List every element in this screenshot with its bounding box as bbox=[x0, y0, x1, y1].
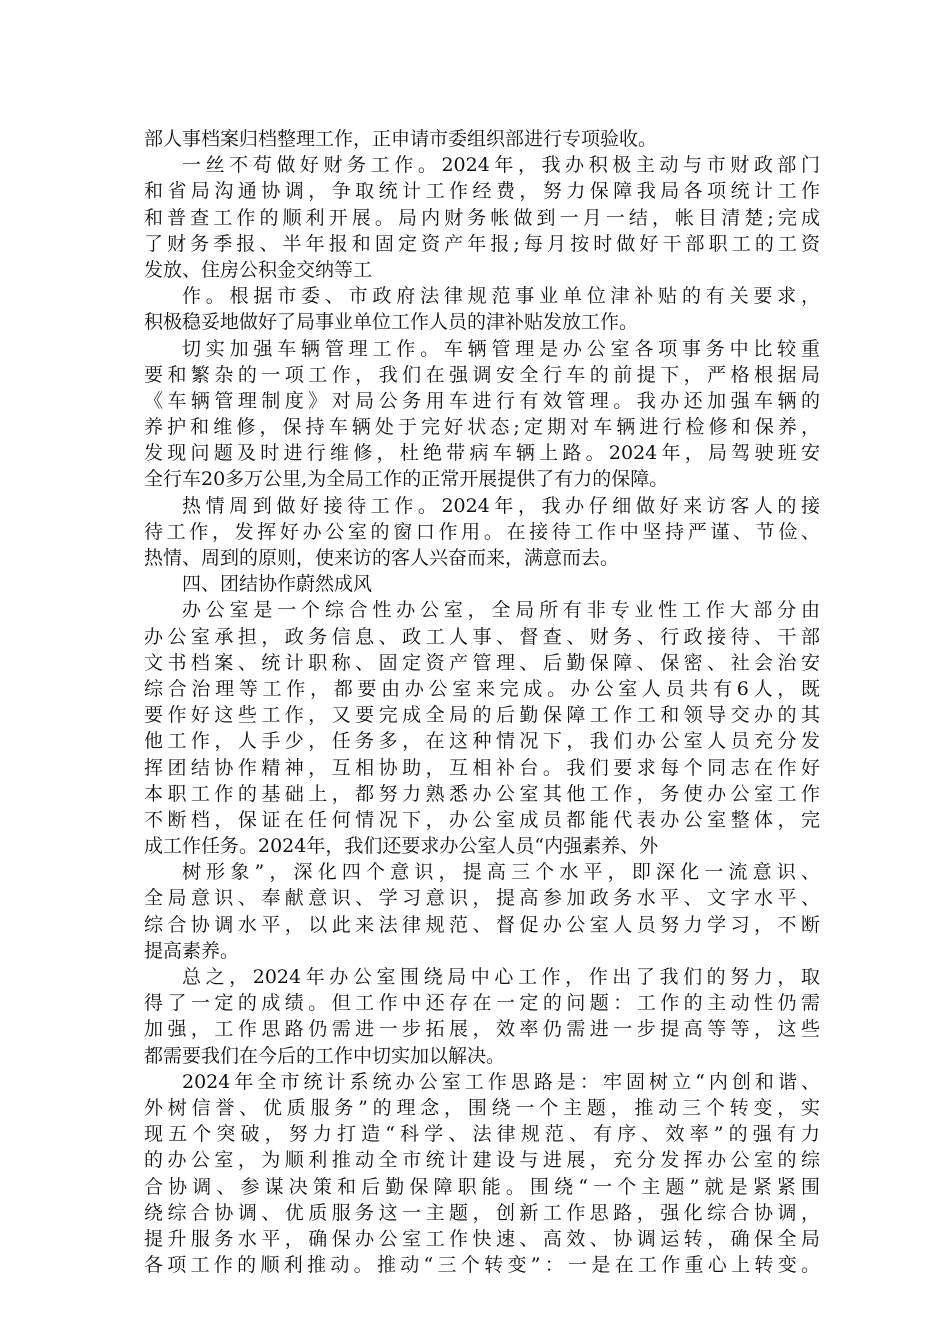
text-line: 要作好这些工作，又要完成全局的后勤保障工作工和领导交办的其 bbox=[144, 704, 820, 727]
text-line: 和省局沟通协调，争取统计工作经费，努力保障我局各项统计工作 bbox=[144, 180, 820, 203]
text-line: 全局意识、奉献意识、学习意识，提高参加政务水平、文字水平、 bbox=[144, 887, 820, 910]
text-line: 2024年全市统计系统办公室工作思路是：牢固树立“内创和谐、 bbox=[182, 1070, 820, 1093]
text-line: 不断档，保证在任何情况下，办公室成员都能代表办公室整体，完 bbox=[144, 808, 820, 831]
text-line: 和普查工作的顺利开展。局内财务帐做到一月一结，帐目清楚;完成 bbox=[144, 206, 820, 229]
text-line: 热情、周到的原则，使来访的客人兴奋而来，满意而去。 bbox=[144, 547, 620, 569]
text-line: 要和繁杂的一项工作，我们在强调安全行车的前提下，严格根据局 bbox=[144, 363, 820, 386]
text-line: 养护和维修，保持车辆处于完好状态;定期对车辆进行检修和保养， bbox=[144, 416, 820, 439]
text-line: 热情周到做好接待工作。2024年，我办仔细做好来访客人的接 bbox=[182, 494, 820, 517]
text-line: 都需要我们在今后的工作中切实加以解决。 bbox=[144, 1044, 506, 1067]
text-line: 了财务季报、半年报和固定资产年报;每月按时做好干部职工的工资 bbox=[144, 232, 820, 255]
text-line: 提升服务水平，确保办公室工作快速、高效、协调运转，确保全局 bbox=[144, 1227, 820, 1250]
text-line: 树形象”，深化四个意识，提高三个水平，即深化一流意识、 bbox=[182, 861, 820, 884]
text-line: 《车辆管理制度》对局公务用车进行有效管理。我办还加强车辆的 bbox=[144, 389, 820, 412]
text-line: 四、团结协作蔚然成风 bbox=[182, 573, 373, 596]
text-line: 他工作，人手少，任务多，在这种情况下，我们办公室人员充分发 bbox=[144, 730, 820, 753]
text-line: 的办公室，为顺利推动全市统计建设与进展，充分发挥办公室的综 bbox=[144, 1149, 820, 1172]
text-line: 现五个突破，努力打造“科学、法律规范、有序、效率”的强有力 bbox=[144, 1123, 820, 1146]
text-line: 成工作任务。2024年，我们还要求办公室人员“内强素养、外 bbox=[144, 835, 659, 858]
text-line: 各项工作的顺利推动。推动“三个转变”：一是在工作重心上转变。 bbox=[144, 1254, 820, 1277]
text-line: 办公室是一个综合性办公室，全局所有非专业性工作大部分由 bbox=[182, 599, 820, 622]
text-line: 总之，2024年办公室围绕局中心工作，作出了我们的努力，取 bbox=[182, 966, 820, 988]
text-line: 得了一定的成绩。但工作中还存在一定的问题：工作的主动性仍需 bbox=[144, 992, 820, 1015]
text-line: 一丝不苟做好财务工作。2024年，我办积极主动与市财政部门 bbox=[182, 154, 820, 177]
text-line: 全行车20多万公里,为全局工作的正常开展提供了有力的保障。 bbox=[144, 468, 669, 491]
text-line: 综合协调水平，以此来法律规范、督促办公室人员努力学习，不断 bbox=[144, 913, 820, 936]
text-line: 办公室承担，政务信息、政工人事、督查、财务、行政接待、干部 bbox=[144, 625, 820, 648]
text-line: 作。根据市委、市政府法律规范事业单位津补贴的有关要求， bbox=[182, 285, 820, 308]
text-line: 文书档案、统计职称、固定资产管理、后勤保障、保密、社会治安 bbox=[144, 651, 820, 674]
document-page bbox=[144, 126, 820, 1278]
text-line: 绕综合协调、优质服务这一主题，创新工作思路，强化综合协调， bbox=[144, 1201, 820, 1224]
text-line: 待工作，发挥好办公室的窗口作用。在接待工作中坚持严谨、节俭、 bbox=[144, 520, 820, 543]
text-line: 合协调、参谋决策和后勤保障职能。围绕“一个主题”就是紧紧围 bbox=[144, 1175, 820, 1198]
text-line: 挥团结协作精神，互相协助，互相补台。我们要求每个同志在作好 bbox=[144, 756, 820, 779]
text-line: 综合治理等工作，都要由办公室来完成。办公室人员共有6人，既 bbox=[144, 677, 820, 700]
text-line: 发放、住房公积金交纳等工 bbox=[144, 258, 373, 281]
text-line: 发现问题及时进行维修，杜绝带病车辆上路。2024年，局驾驶班安 bbox=[144, 442, 820, 465]
text-line: 外树信誉、优质服务”的理念，围绕一个主题，推动三个转变，实 bbox=[144, 1096, 820, 1119]
text-line: 部人事档案归档整理工作，正申请市委组织部进行专项验收。 bbox=[144, 128, 658, 150]
text-line: 本职工作的基础上，都努力熟悉办公室其他工作，务使办公室工作 bbox=[144, 782, 820, 805]
text-line: 加强，工作思路仍需进一步拓展，效率仍需进一步提高等等，这些 bbox=[144, 1018, 820, 1041]
text-line: 积极稳妥地做好了局事业单位工作人员的津补贴发放工作。 bbox=[144, 311, 639, 334]
text-line: 提高素养。 bbox=[144, 939, 240, 962]
text-line: 切实加强车辆管理工作。车辆管理是办公室各项事务中比较重 bbox=[182, 337, 820, 360]
